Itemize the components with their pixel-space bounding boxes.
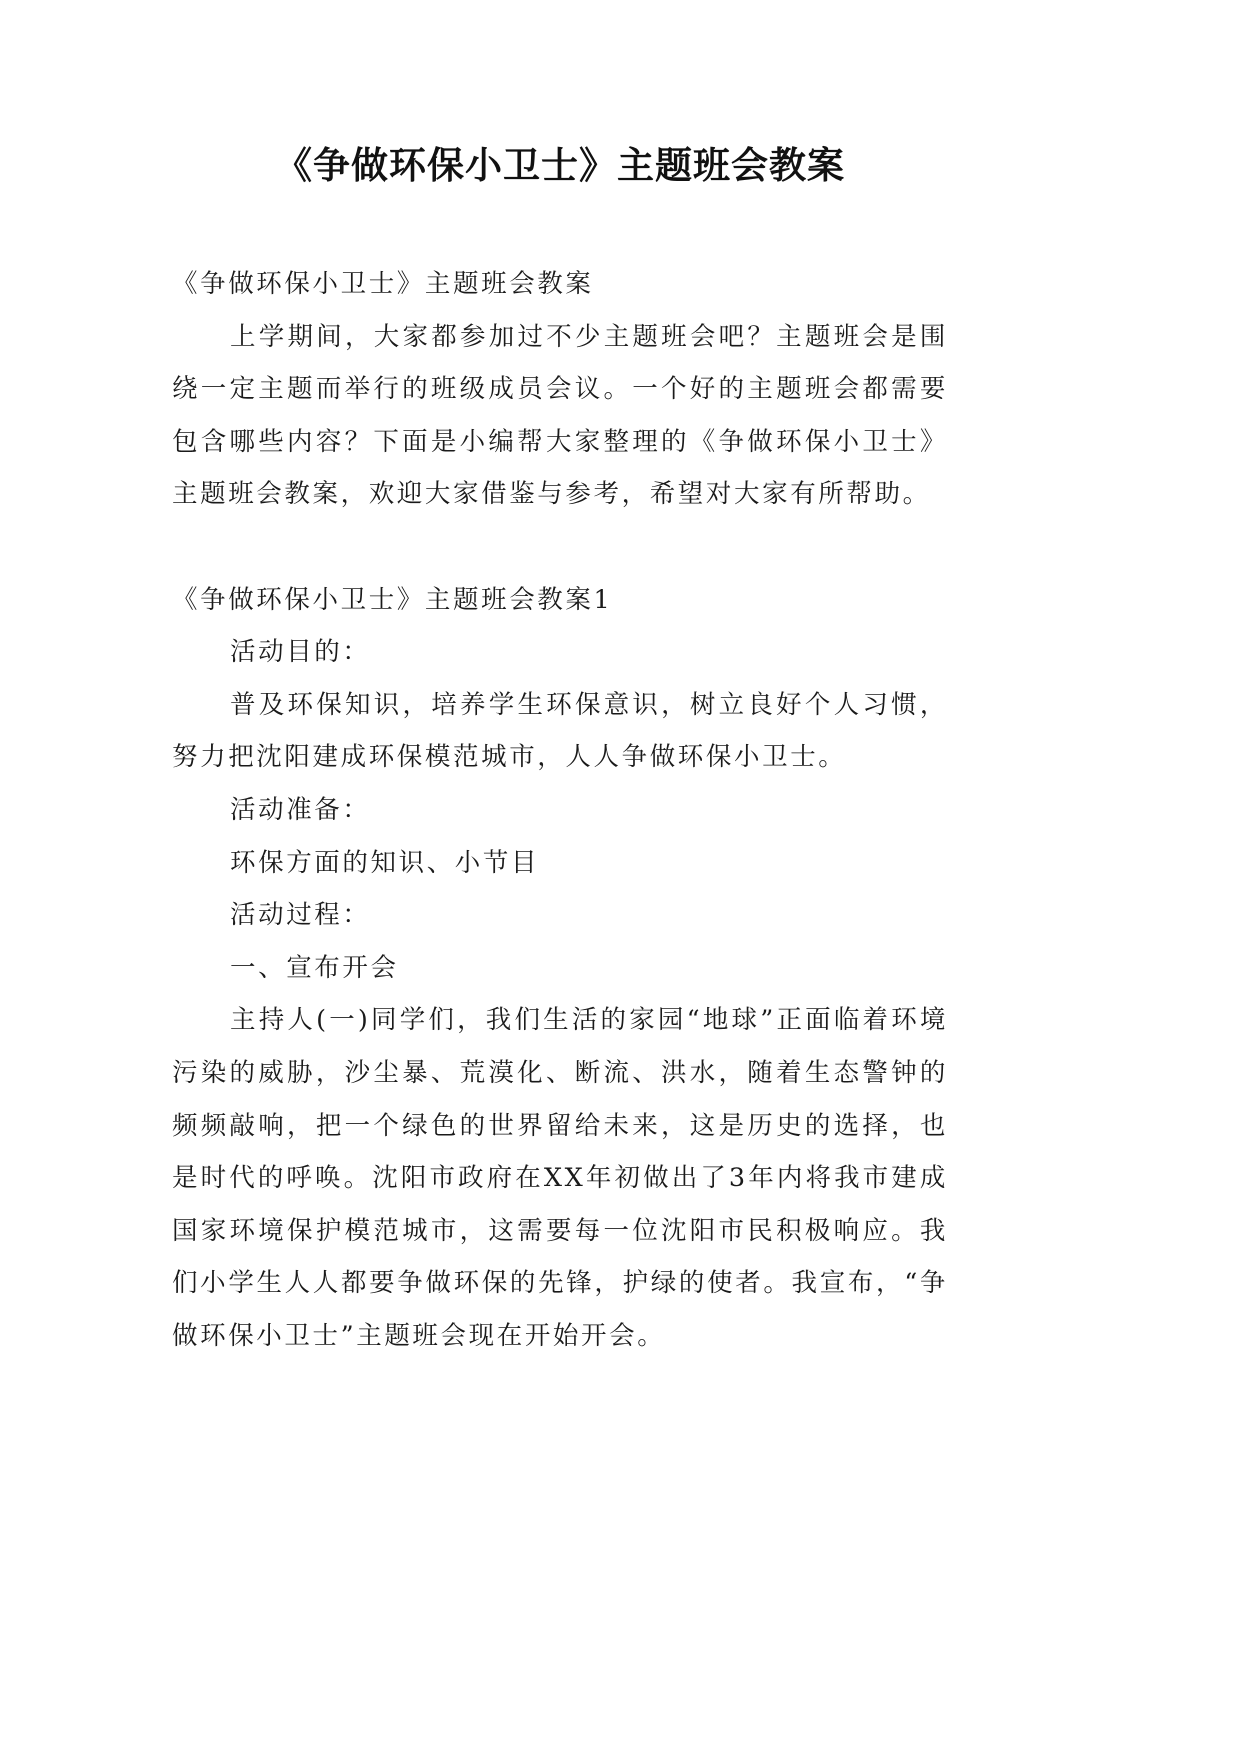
activity-prep-text: 环保方面的知识、小节目: [230, 847, 540, 878]
step-one-heading: 一、宣布开会: [230, 952, 399, 983]
host-speech-paragraph: 主持人(一)同学们，我们生活的家园“地球”正面临着环境污染的威胁，沙尘暴、荒漠化、断流、洪水，随着生态警钟的频频敲响，把一个绿色的世界留给未来，这是历史的选择，也是时代的呼唤。沈阳市政府在XX年初做出了3年内将我市建成国家环境保护模范城市，这需要每一位沈阳市民积极响应。我们小学生人人都要争做环保的先锋，护绿的使者。我宣布，“争做环保小卫士”主题班会现在开始开会。: [172, 1005, 948, 1351]
intro-paragraph: 上学期间，大家都参加过不少主题班会吧？主题班会是围绕一定主题而举行的班级成员会议。一个好的主题班会都需要包含哪些内容？下面是小编帮大家整理的《争做环保小卫士》主题班会教案，欢迎大家借鉴与参考，希望对大家有所帮助。: [172, 321, 948, 510]
activity-goal-text: 普及环保知识，培养学生环保意识，树立良好个人习惯，努力把沈阳建成环保模范城市，人人争做环保小卫士。: [172, 689, 948, 773]
activity-prep-heading: 活动准备：: [230, 794, 371, 825]
activity-goal-heading: 活动目的：: [230, 637, 371, 668]
document-body: [172, 258, 948, 1362]
page-title: 《争做环保小卫士》主题班会教案: [275, 144, 845, 187]
section-spacer: [172, 521, 948, 574]
activity-process-heading: 活动过程：: [230, 900, 371, 931]
document-subtitle: 《争做环保小卫士》主题班会教案: [172, 269, 594, 299]
section-heading: 《争做环保小卫士》主题班会教案1: [172, 584, 613, 615]
